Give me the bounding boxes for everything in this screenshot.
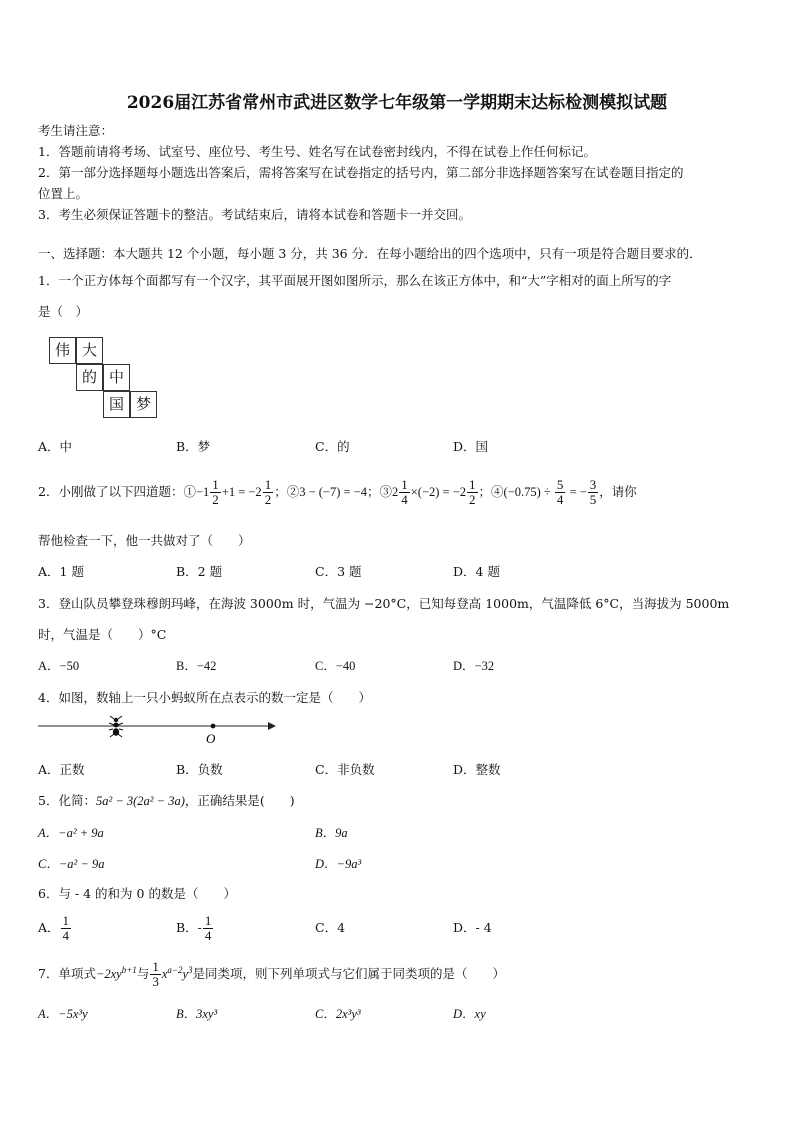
net-cell: 伟	[49, 337, 76, 364]
q2-expr2: 3 − (−7) = −4	[299, 485, 367, 499]
option-a: A．1 题	[38, 564, 84, 579]
fraction: $\frac{3}{5}$	[589, 477, 597, 507]
option-b: B．9a	[315, 826, 348, 840]
origin-label: O	[206, 731, 216, 746]
option-d: D．整数	[453, 762, 501, 777]
q7-monomial-2: x	[161, 967, 168, 982]
question-2-text-2: 帮他检查一下，他一共做对了（ ）	[38, 533, 251, 548]
option-d: D．−32	[453, 659, 495, 673]
q5-prefix: 5．化简：	[38, 793, 96, 808]
section-heading: 一、选择题：本大题共 12 个小题，每小题 3 分，共 36 分．在每小题给出的四个选项中，只有一项是符合题目要求的．	[38, 246, 702, 261]
fraction: $\frac{5}{4}$	[556, 477, 564, 507]
exam-notes	[38, 120, 683, 225]
fraction: $\frac{1}{4}$	[401, 477, 408, 507]
option-a: A．中	[38, 439, 73, 454]
q7-monomial-2b: y	[182, 967, 189, 982]
question-2-text	[38, 478, 637, 507]
question-6-options	[0, 910, 794, 950]
fraction: $\frac{1}{2}$	[469, 477, 476, 507]
option-c: C．2x³y³	[315, 1007, 361, 1021]
option-b: B．- $\frac{1}{4}$	[176, 913, 212, 943]
q2-suffix: ，请你	[599, 484, 637, 499]
arrow-icon	[268, 722, 276, 730]
question-4-text: 4．如图，数轴上一只小蚂蚁所在点表示的数一定是（ ）	[38, 690, 371, 705]
net-cell: 大	[76, 337, 103, 364]
note-item: 3．考生必须保证答题卡的整洁。考试结束后，请将本试卷和答题卡一并交回。	[38, 207, 471, 222]
q2-expr4-part: (−0.75) ÷	[503, 485, 554, 499]
option-d: D．- 4	[453, 920, 492, 935]
question-6-text: 6．与 - 4 的和为 0 的数是（ ）	[38, 886, 236, 901]
q2-prefix: 2．小刚做了以下四道题：①	[38, 484, 196, 499]
q5-expression: 5a² − 3(2a² − 3a)	[95, 794, 185, 808]
note-item: 1．答题前请将考场、试室号、座位号、考生号、姓名写在试卷密封线内，不得在试卷上作任何标记。	[38, 144, 596, 159]
origin-point	[211, 724, 216, 729]
question-1-text: 1．一个正方体每个面都写有一个汉字，其平面展开图如图所示，那么在该正方体中，和“大”字相对的面上所写的字	[38, 273, 672, 288]
net-cell: 国	[103, 391, 130, 418]
q2-expr3-part: ×(−2) = −2	[410, 485, 467, 499]
option-b: B．2 题	[176, 564, 223, 579]
note-item: 位置上。	[38, 186, 89, 201]
option-c: C．非负数	[315, 762, 375, 777]
option-a: A．正数	[38, 762, 85, 777]
number-line-figure	[36, 712, 282, 748]
q2-sep: ；③	[366, 484, 392, 499]
q7-exponent: a−2	[167, 965, 183, 975]
net-cell: 梦	[130, 391, 157, 418]
q2-expr1-part: +1 = −2	[221, 485, 262, 499]
q7-exponent: b+1	[121, 965, 137, 975]
fraction: $\frac{1}{4}$	[204, 913, 212, 943]
q7-mid: 与	[136, 966, 150, 982]
question-7-text	[38, 956, 505, 989]
option-c: C．的	[315, 439, 350, 454]
option-a: A．−50	[38, 659, 80, 673]
cube-net-figure	[49, 337, 159, 419]
q2-expr3-part: 2	[392, 485, 399, 499]
option-a: A． $\frac{1}{4}$	[38, 913, 70, 943]
q2-sep: ；②	[274, 484, 300, 499]
option-d: D．xy	[453, 1007, 486, 1021]
fraction: $\frac{1}{2}$	[212, 477, 219, 507]
q7-exponent: 3	[188, 965, 193, 975]
q5-suffix: ，正确结果是( )	[184, 793, 295, 808]
option-a: A．−5x³y	[38, 1007, 88, 1021]
option-d: D．4 题	[453, 564, 500, 579]
option-d: D．−9a³	[315, 857, 362, 871]
question-5-text	[38, 791, 295, 809]
fraction: $\frac{1}{2}$	[264, 477, 272, 507]
net-cell: 中	[103, 364, 130, 391]
fraction: $\frac{1}{3}$	[152, 959, 159, 990]
option-b: B．3xy³	[176, 1007, 218, 1021]
question-3-text-2: 时，气温是（ ）°C	[38, 627, 167, 642]
question-1-text-2: 是（ ）	[38, 304, 89, 319]
q7-suffix: 是同类项，则下列单项式与它们属于同类项的是（ ）	[192, 966, 506, 982]
q2-expr1-part: −1	[195, 485, 210, 499]
option-b: B．−42	[176, 659, 217, 673]
question-3-text: 3．登山队员攀登珠穆朗玛峰，在海波 3000m 时，气温为 −20°C，已知每登高 1000m，气温降低 6°C，当海拔为 5000m	[38, 596, 730, 611]
option-c: C．4	[315, 920, 346, 935]
fraction: $\frac{1}{4}$	[62, 913, 70, 943]
option-c: C．3 题	[315, 564, 362, 579]
option-b: B．梦	[176, 439, 211, 454]
q2-sep: ；④	[478, 484, 504, 499]
notes-heading: 考生请注意：	[38, 123, 114, 138]
net-cell: 的	[76, 364, 103, 391]
option-a: A．−a² + 9a	[38, 826, 104, 840]
q2-expr4-part: = −	[566, 485, 587, 499]
option-c: C．−40	[315, 659, 356, 673]
page-title: 2026届江苏省常州市武进区数学七年级第一学期期末达标检测模拟试题	[126, 93, 668, 113]
note-item: 2．第一部分选择题每小题选出答案后，需将答案写在试卷指定的括号内，第二部分非选择题答案写在试卷题目指定的	[38, 165, 684, 180]
option-d: D．国	[453, 439, 489, 454]
q7-prefix: 7．单项式	[38, 966, 96, 982]
option-c: C．−a² − 9a	[38, 857, 105, 871]
q7-monomial-1: −2xy	[95, 967, 122, 982]
option-b: B．负数	[176, 762, 223, 777]
